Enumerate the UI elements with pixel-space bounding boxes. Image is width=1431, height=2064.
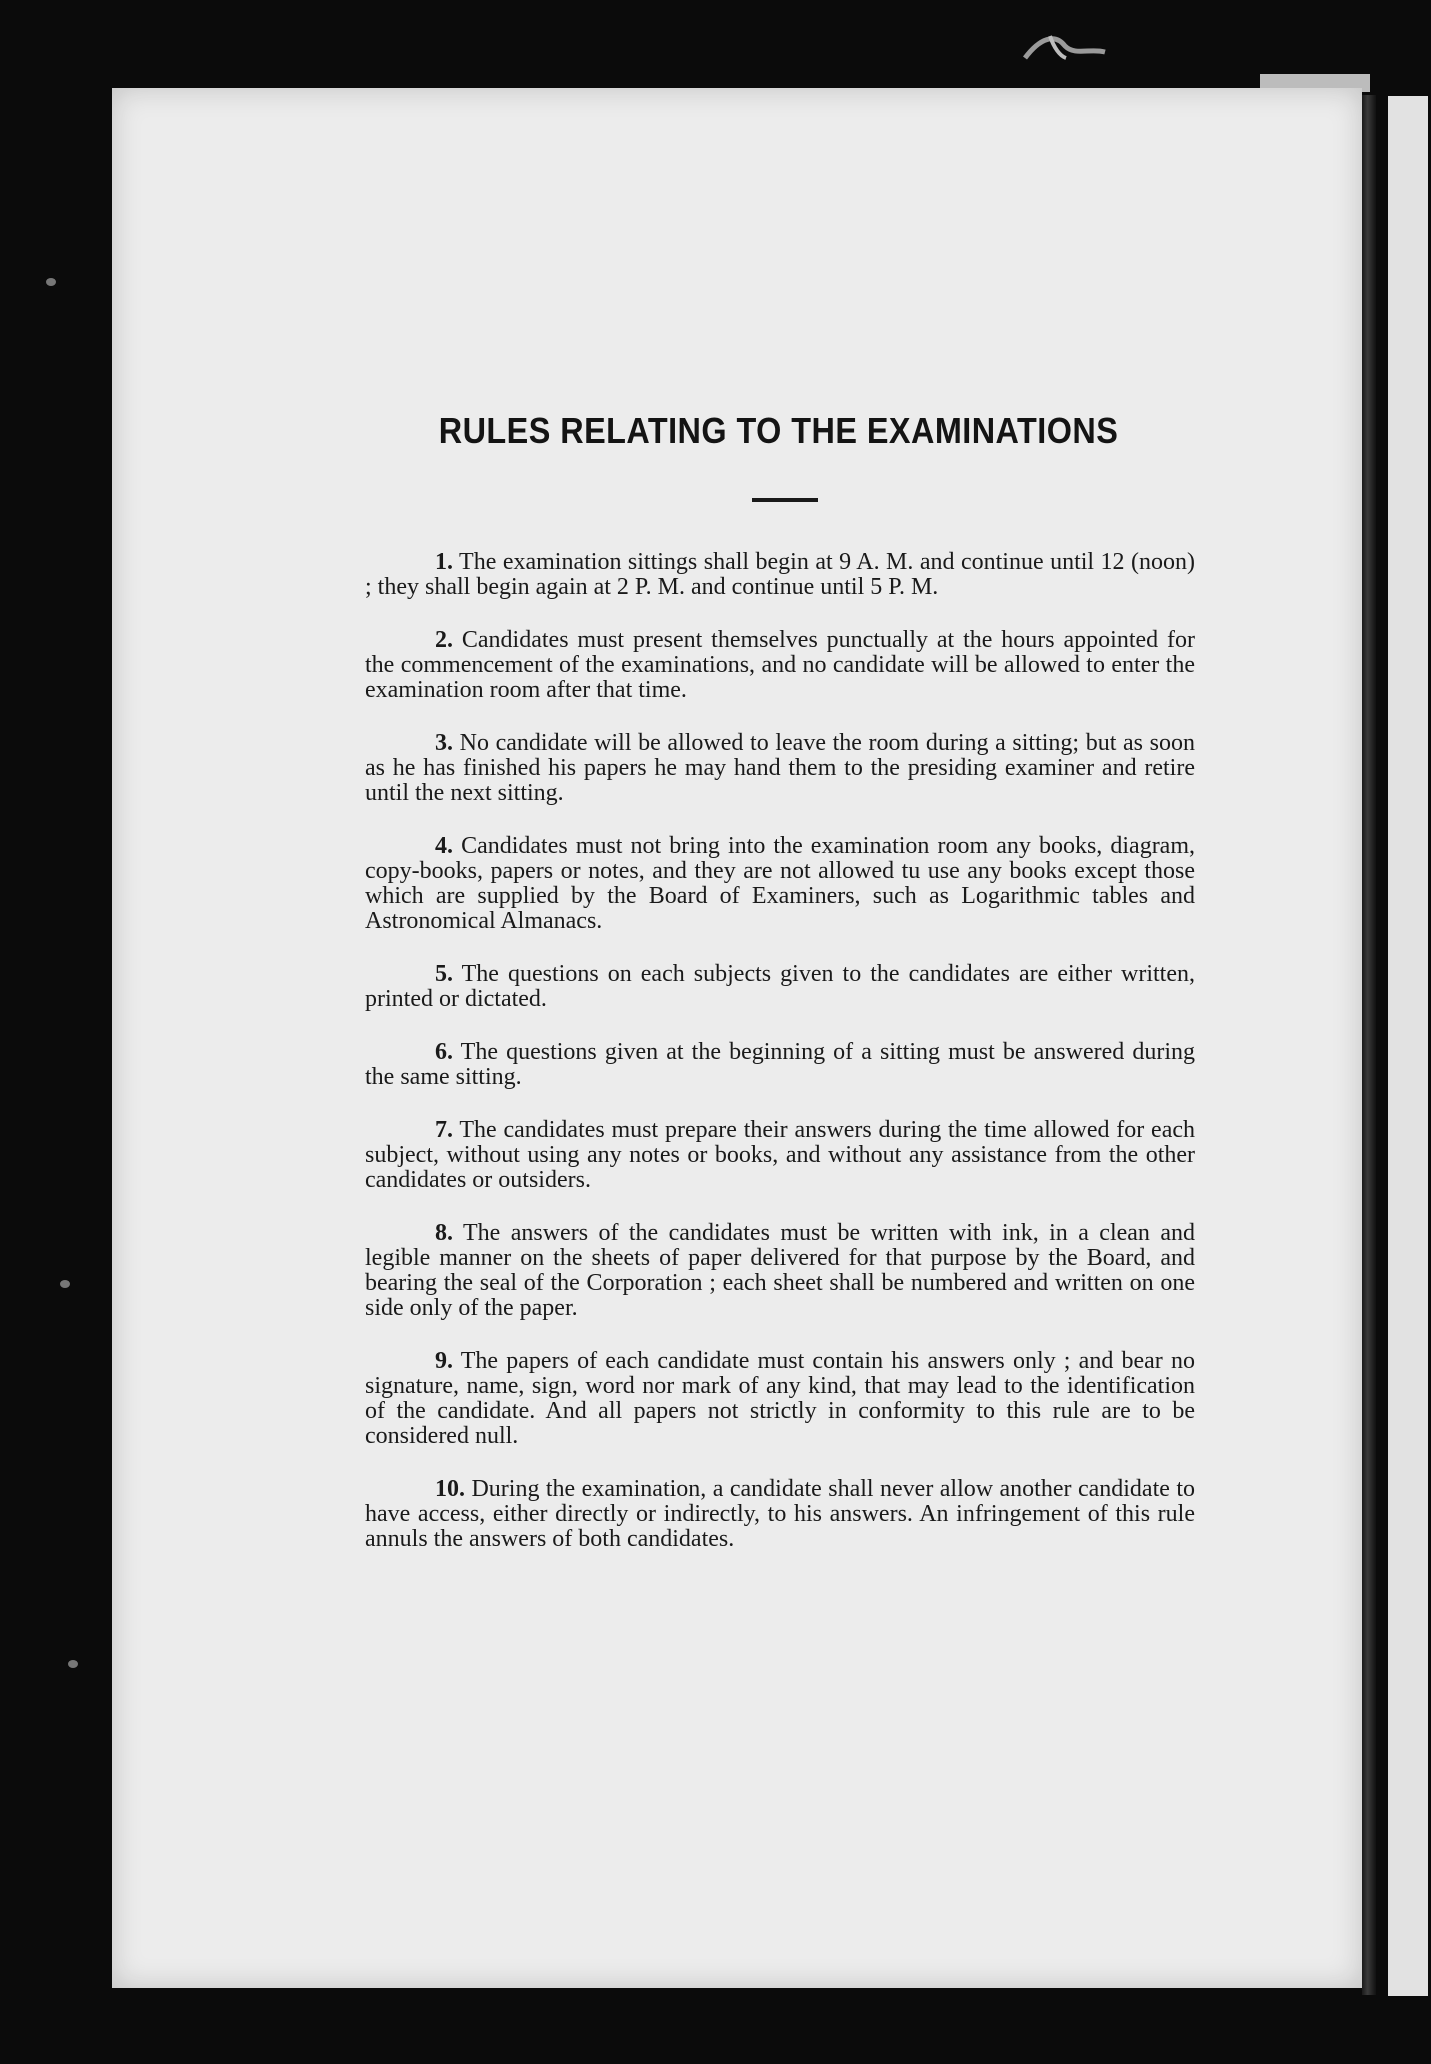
scan-speck bbox=[68, 1660, 78, 1668]
rule-number: 8. bbox=[435, 1220, 453, 1246]
rule-item bbox=[365, 1477, 1195, 1552]
rule-text: During the examination, a candidate shall never allow another candidate to have access, either directly or indirectly, to his answers. An infringement of this rule annuls the answers of both candidates. bbox=[365, 1476, 1196, 1552]
scan-speck bbox=[46, 278, 56, 286]
rule-text: The examination sittings shall begin at 9 A. M. and continue until 12 (noon) ; they shall begin again at 2 P. M. and continue until 5 P. M. bbox=[365, 549, 1196, 600]
rule-number: 10. bbox=[435, 1476, 465, 1502]
rule-text: Candidates must not bring into the examination room any books, diagram, copy-books, papers or notes, and they are not allowed tu use any books except those which are supplied by the Board of Examiners, such as Logarithmic tables and Astronomical Almanacs. bbox=[365, 833, 1196, 934]
page-gutter bbox=[1362, 95, 1376, 1995]
rule-item bbox=[365, 1118, 1195, 1193]
page-title bbox=[72, 410, 1360, 452]
rule-number: 1. bbox=[435, 549, 453, 575]
rule-number: 2. bbox=[435, 627, 453, 653]
adjacent-page-edge bbox=[1388, 96, 1428, 1996]
rule-item bbox=[365, 1221, 1195, 1321]
ink-mark bbox=[1020, 28, 1110, 68]
rules-list bbox=[365, 550, 1195, 1580]
rule-item bbox=[365, 1040, 1195, 1090]
rule-number: 9. bbox=[435, 1348, 453, 1374]
rule-number: 7. bbox=[435, 1117, 453, 1143]
rule-item bbox=[365, 731, 1195, 806]
rule-item bbox=[365, 1349, 1195, 1449]
rule-text: Candidates must present themselves punctually at the hours appointed for the commencement of the examinations, and no candidate will be allowed to enter the examination room after that time. bbox=[365, 627, 1196, 703]
rule-text: No candidate will be allowed to leave the room during a sitting; but as soon as he has finished his papers he may hand them to the presiding examiner and retire until the next sitting. bbox=[365, 730, 1195, 806]
rule-number: 6. bbox=[435, 1039, 453, 1065]
rule-number: 4. bbox=[435, 833, 453, 859]
rule-number: 3. bbox=[435, 730, 453, 756]
rule-text: The answers of the candidates must be written with ink, in a clean and legible manner on the sheets of paper delivered for that purpose by the Board, and bearing the seal of the Corporation ; each sheet shall be numbered and written on one side only of the paper. bbox=[365, 1220, 1195, 1321]
rule-item bbox=[365, 550, 1195, 600]
rule-text: The papers of each candidate must contain his answers only ; and bear no signature, name, sign, word nor mark of any kind, that may lead to the identification of the candidate. And all papers not strictly in conformity to this rule are to be considered null. bbox=[365, 1348, 1195, 1449]
rule-item bbox=[365, 834, 1195, 934]
rule-text: The questions given at the beginning of a sitting must be answered during the same sitting. bbox=[365, 1039, 1195, 1090]
scan-speck bbox=[60, 1280, 70, 1288]
rule-number: 5. bbox=[435, 961, 453, 987]
rule-item bbox=[365, 962, 1195, 1012]
page-title-text: RULES RELATING TO THE EXAMINATIONS bbox=[438, 410, 1119, 451]
rule-text: The questions on each subjects given to the candidates are either written, printed or dictated. bbox=[365, 961, 1195, 1012]
rule-text: The candidates must prepare their answers during the time allowed for each subject, without using any notes or books, and without any assistance from the other candidates or outsiders. bbox=[365, 1117, 1195, 1193]
rule-item bbox=[365, 628, 1195, 703]
title-divider bbox=[752, 498, 818, 502]
